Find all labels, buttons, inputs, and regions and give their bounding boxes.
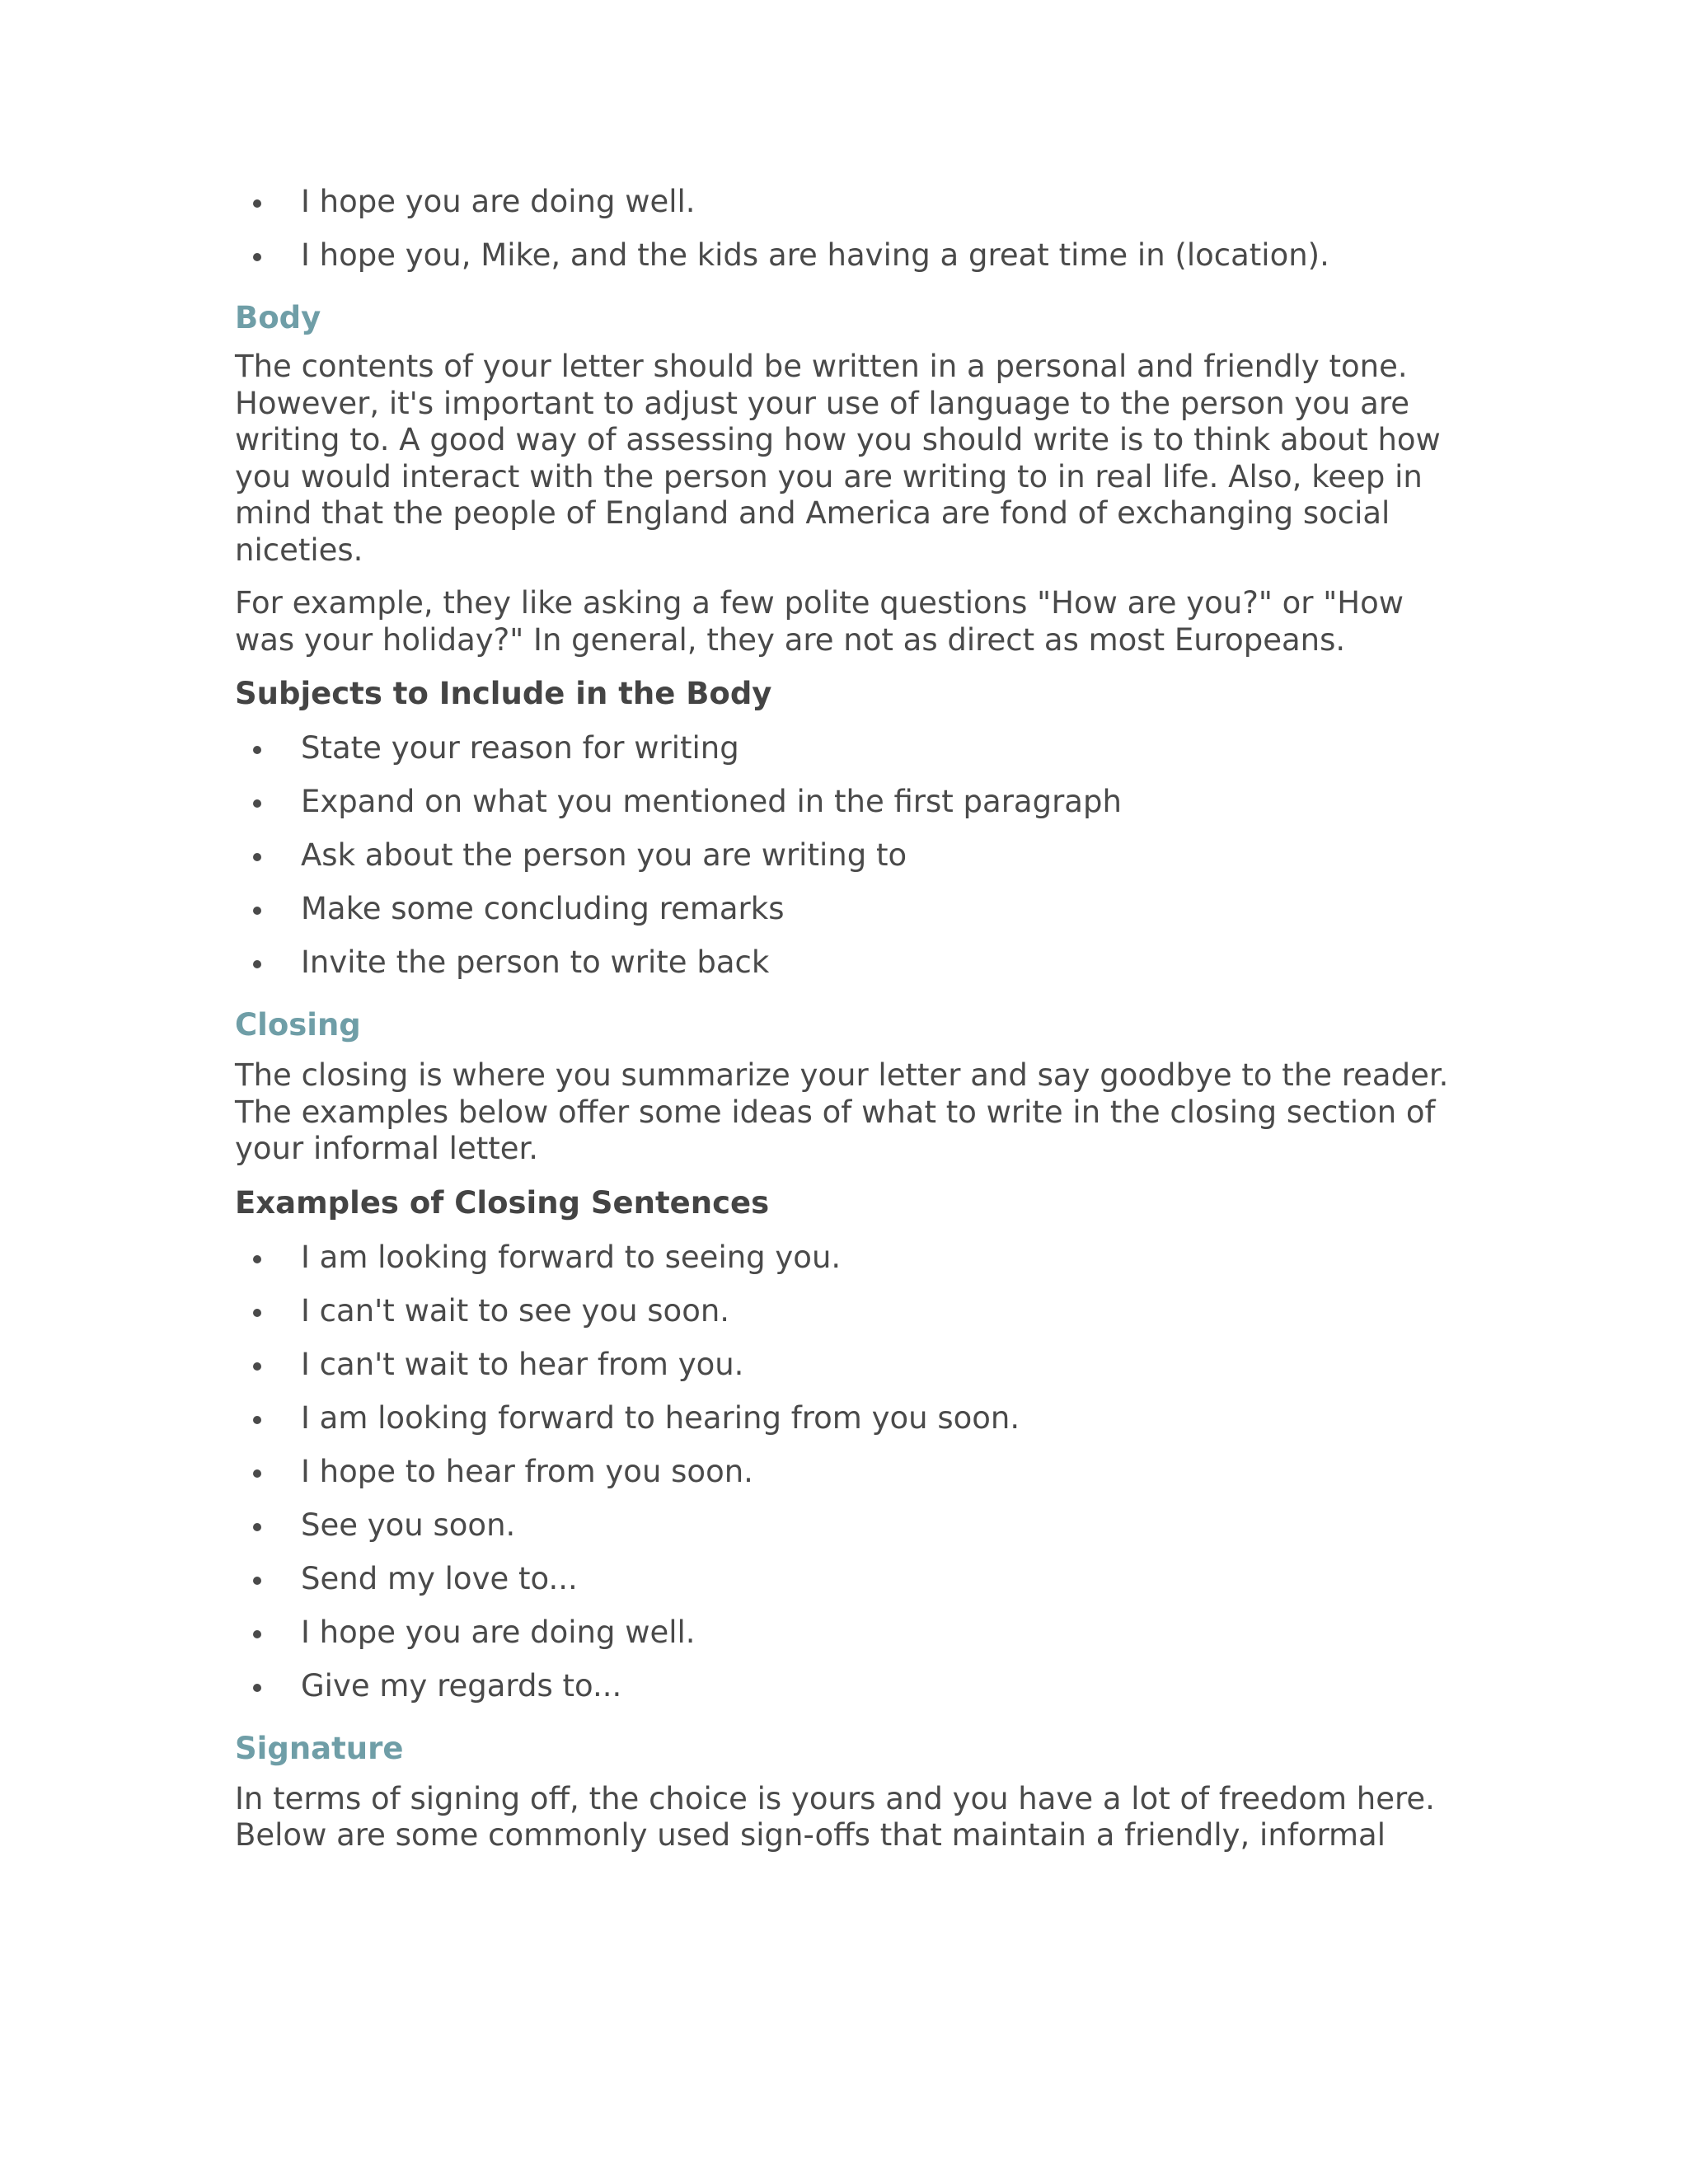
body-heading: Body xyxy=(235,300,321,335)
list-item: Ask about the person you are writing to xyxy=(235,837,1463,874)
body-paragraph-1: The contents of your letter should be written in a personal and friendly tone. However, it's important to adjust your use of language to the person you are writing to. A good way of assessing how you should write is to think about how you would interact with the person you are writing to in real life. Also, keep in mind that the people of England and America are fond of exchanging social niceties. xyxy=(235,349,1441,568)
list-item: I hope you, Mike, and the kids are having a great time in (location). xyxy=(235,237,1463,274)
bullet-icon xyxy=(253,199,261,208)
list-item: Send my love to... xyxy=(235,1560,1463,1598)
list-item: I can't wait to hear from you. xyxy=(235,1346,1463,1384)
bullet-icon xyxy=(253,1255,261,1263)
bullet-icon xyxy=(253,1416,261,1424)
bullet-icon xyxy=(253,799,261,808)
list-item: I hope you are doing well. xyxy=(235,1614,1463,1652)
intro-bullet-list xyxy=(235,183,1463,274)
bullet-icon xyxy=(253,1523,261,1531)
bullet-icon xyxy=(253,1684,261,1692)
signature-heading: Signature xyxy=(235,1730,404,1766)
list-item: Invite the person to write back xyxy=(235,944,1463,982)
body-subjects-list xyxy=(235,729,1463,982)
list-item: I am looking forward to hearing from you soon. xyxy=(235,1399,1463,1437)
closing-paragraph: The closing is where you summarize your letter and say goodbye to the reader. The examples below offer some ideas of what to write in the closing section of your informal letter. xyxy=(235,1057,1449,1166)
bullet-icon xyxy=(253,1577,261,1585)
list-item: I hope you are doing well. xyxy=(235,183,1463,221)
bullet-icon xyxy=(253,1469,261,1478)
signature-paragraph: In terms of signing off, the choice is yours and you have a lot of freedom here. Below are some commonly used sign-offs that maintain a friendly, informal xyxy=(235,1780,1435,1853)
bullet-icon xyxy=(253,1309,261,1317)
list-item: I can't wait to see you soon. xyxy=(235,1292,1463,1330)
closing-heading: Closing xyxy=(235,1007,361,1043)
bullet-icon xyxy=(253,960,261,968)
closing-examples-list xyxy=(235,1239,1463,1705)
bullet-icon xyxy=(253,746,261,754)
bullet-icon xyxy=(253,1362,261,1371)
list-item: Expand on what you mentioned in the first paragraph xyxy=(235,783,1463,821)
bullet-icon xyxy=(253,853,261,861)
bullet-icon xyxy=(253,1630,261,1638)
list-item: See you soon. xyxy=(235,1507,1463,1544)
list-item: Make some concluding remarks xyxy=(235,890,1463,928)
bullet-icon xyxy=(253,253,261,261)
document-page xyxy=(235,183,1463,1854)
list-item: I am looking forward to seeing you. xyxy=(235,1239,1463,1277)
body-subheading: Subjects to Include in the Body xyxy=(235,676,772,711)
body-paragraph-2: For example, they like asking a few polite questions "How are you?" or "How was your holiday?" In general, they are not as direct as most Europeans. xyxy=(235,585,1404,658)
list-item: I hope to hear from you soon. xyxy=(235,1453,1463,1491)
list-item: Give my regards to... xyxy=(235,1667,1463,1705)
list-item: State your reason for writing xyxy=(235,729,1463,767)
closing-subheading: Examples of Closing Sentences xyxy=(235,1184,770,1221)
bullet-icon xyxy=(253,907,261,915)
